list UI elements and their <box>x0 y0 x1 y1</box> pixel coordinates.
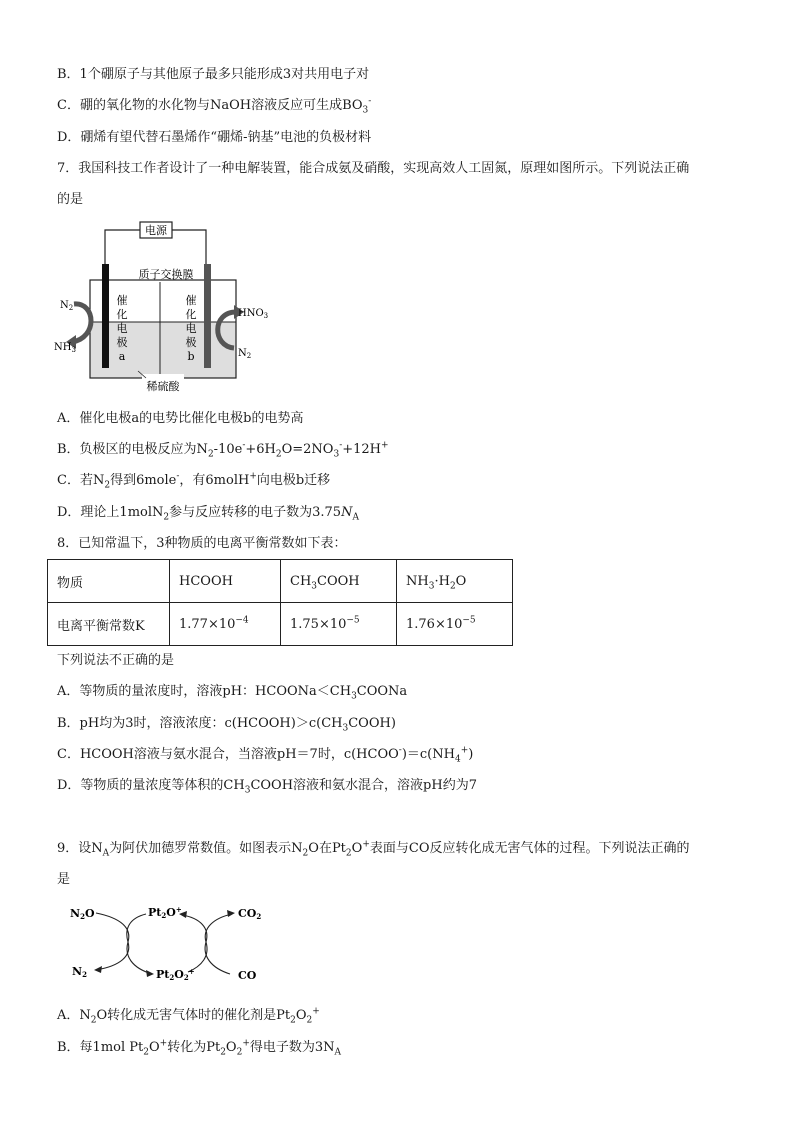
table-cell: $1.77\times 10^{-4}$ <box>170 603 281 646</box>
electrode-a-label: 化 <box>116 308 128 321</box>
table-cell: $1.76\times 10^{-5}$ <box>397 603 513 646</box>
q7-electrolysis-diagram <box>54 218 284 404</box>
n2o-label: N2O <box>70 907 95 921</box>
q8-lead: 下列说法不正确的是 <box>57 653 175 668</box>
co-label: CO <box>238 969 257 982</box>
n2-right-label: $N_2$ <box>238 348 252 360</box>
table-cell: HCOOH <box>170 560 281 603</box>
membrane-label: 质子交换膜 <box>138 268 194 281</box>
q9-catalytic-cycle-diagram <box>66 896 276 988</box>
q6-option-b: B．1个硼原子与其他原子最多只能形成3对共用电子对 <box>57 67 370 82</box>
table-cell: $CH_3COOH$ <box>281 560 397 603</box>
q9-option-b: B．每1mol $Pt_2O^+$转化为$Pt_2O_2^+$得电子数为$3N_A$ <box>57 1038 342 1058</box>
q7-option-c: C．若$N_2$得到6mole-，有6molH+向电极b迁移 <box>57 471 331 491</box>
electrode-b-label: 催 <box>185 294 197 307</box>
electrode-a <box>102 264 109 368</box>
q9-stem-line1: 9．设$N_A$为阿伏加德罗常数值。如图表示$N_2O$在$Pt_2O^+$表面与CO反应转化成无害气体的过程。下列说法正确的 <box>57 839 690 859</box>
q9-option-a: A．$N_2O$转化成无害气体时的催化剂是$Pt_2O_2^+$ <box>57 1006 320 1026</box>
electrode-a-label: a <box>118 350 126 363</box>
electrolyte-fill <box>90 322 236 378</box>
q7-stem-line2: 的是 <box>57 192 84 207</box>
electrode-a-label: 电 <box>116 322 128 335</box>
q9-stem-line2: 是 <box>57 872 71 887</box>
nh3-outlet-label: $NH_3$ <box>54 342 76 354</box>
n2-label: N2 <box>72 965 87 979</box>
power-label: 电源 <box>145 224 167 237</box>
q6-option-d: D．硼烯有望代替石墨烯作“硼烯-钠基”电池的负极材料 <box>57 130 372 145</box>
q6-option-c: C．硼的氧化物的水化物与NaOH溶液反应可生成$BO_3^-$ <box>57 96 372 116</box>
electrode-b-label: 极 <box>185 336 197 349</box>
q8-option-c: C．HCOOH溶液与氨水混合，当溶液pH＝7时，$c(HCOO^-)=c(NH_4^+)$ <box>57 745 474 765</box>
q7-option-d: D．理论上1molN$_2$参与反应转移的电子数为$3.75N_A$ <box>57 505 359 523</box>
electrode-a-label: 催 <box>116 294 128 307</box>
q8-option-a: A．等物质的量浓度时，溶液pH：$HCOONa<CH_3COONa$ <box>57 684 408 702</box>
electrode-b-label: b <box>187 350 195 363</box>
n2-inlet-label: $N_2$ <box>60 300 74 312</box>
table-cell: 电离平衡常数K <box>48 603 170 646</box>
pt2o2-to-co2-curve <box>188 914 232 972</box>
ionization-constant-table <box>47 559 513 646</box>
q8-stem: 8．已知常温下，3种物质的电离平衡常数如下表： <box>57 536 347 551</box>
electrode-a-label: 极 <box>116 336 128 349</box>
q8-option-b: B．pH均为3时，溶液浓度：$c(HCOOH)>c(CH_3COOH)$ <box>57 716 396 734</box>
dilute-sulfuric-acid-label: 稀硫酸 <box>146 380 180 393</box>
pt2o-plus-label: Pt2O+ <box>148 905 182 920</box>
co-to-pt2o-curve <box>182 915 230 974</box>
table-cell: $NH_3\cdot H_2O$ <box>397 560 513 603</box>
table-cell: 物质 <box>48 560 170 603</box>
q7-option-a: A．催化电极a的电势比催化电极b的电势高 <box>57 411 304 426</box>
co2-label: CO2 <box>238 907 262 921</box>
electrode-b <box>204 264 211 368</box>
table-header-row <box>48 560 513 603</box>
n2o-to-pt2o2-curve <box>96 913 152 974</box>
q7-stem-line1: 7．我国科技工作者设计了一种电解装置，能合成氨及硝酸，实现高效人工固氮，原理如图所示。下列说法正确 <box>57 161 690 176</box>
table-row <box>48 603 513 646</box>
electrode-b-label: 电 <box>185 322 197 335</box>
hno3-outlet-label: $HNO_3$ <box>238 308 269 320</box>
table-cell: $1.75\times 10^{-5}$ <box>281 603 397 646</box>
q7-option-b: B．负极区的电极反应为$N_2-10e^-+6H_2O=2NO_3^-+12H^+$ <box>57 440 389 460</box>
pt2o2-plus-label: Pt2O2+ <box>156 967 195 982</box>
electrode-b-label: 化 <box>185 308 197 321</box>
q8-option-d: D．等物质的量浓度等体积的$CH_3COOH$溶液和氨水混合，溶液pH约为7 <box>57 778 477 796</box>
